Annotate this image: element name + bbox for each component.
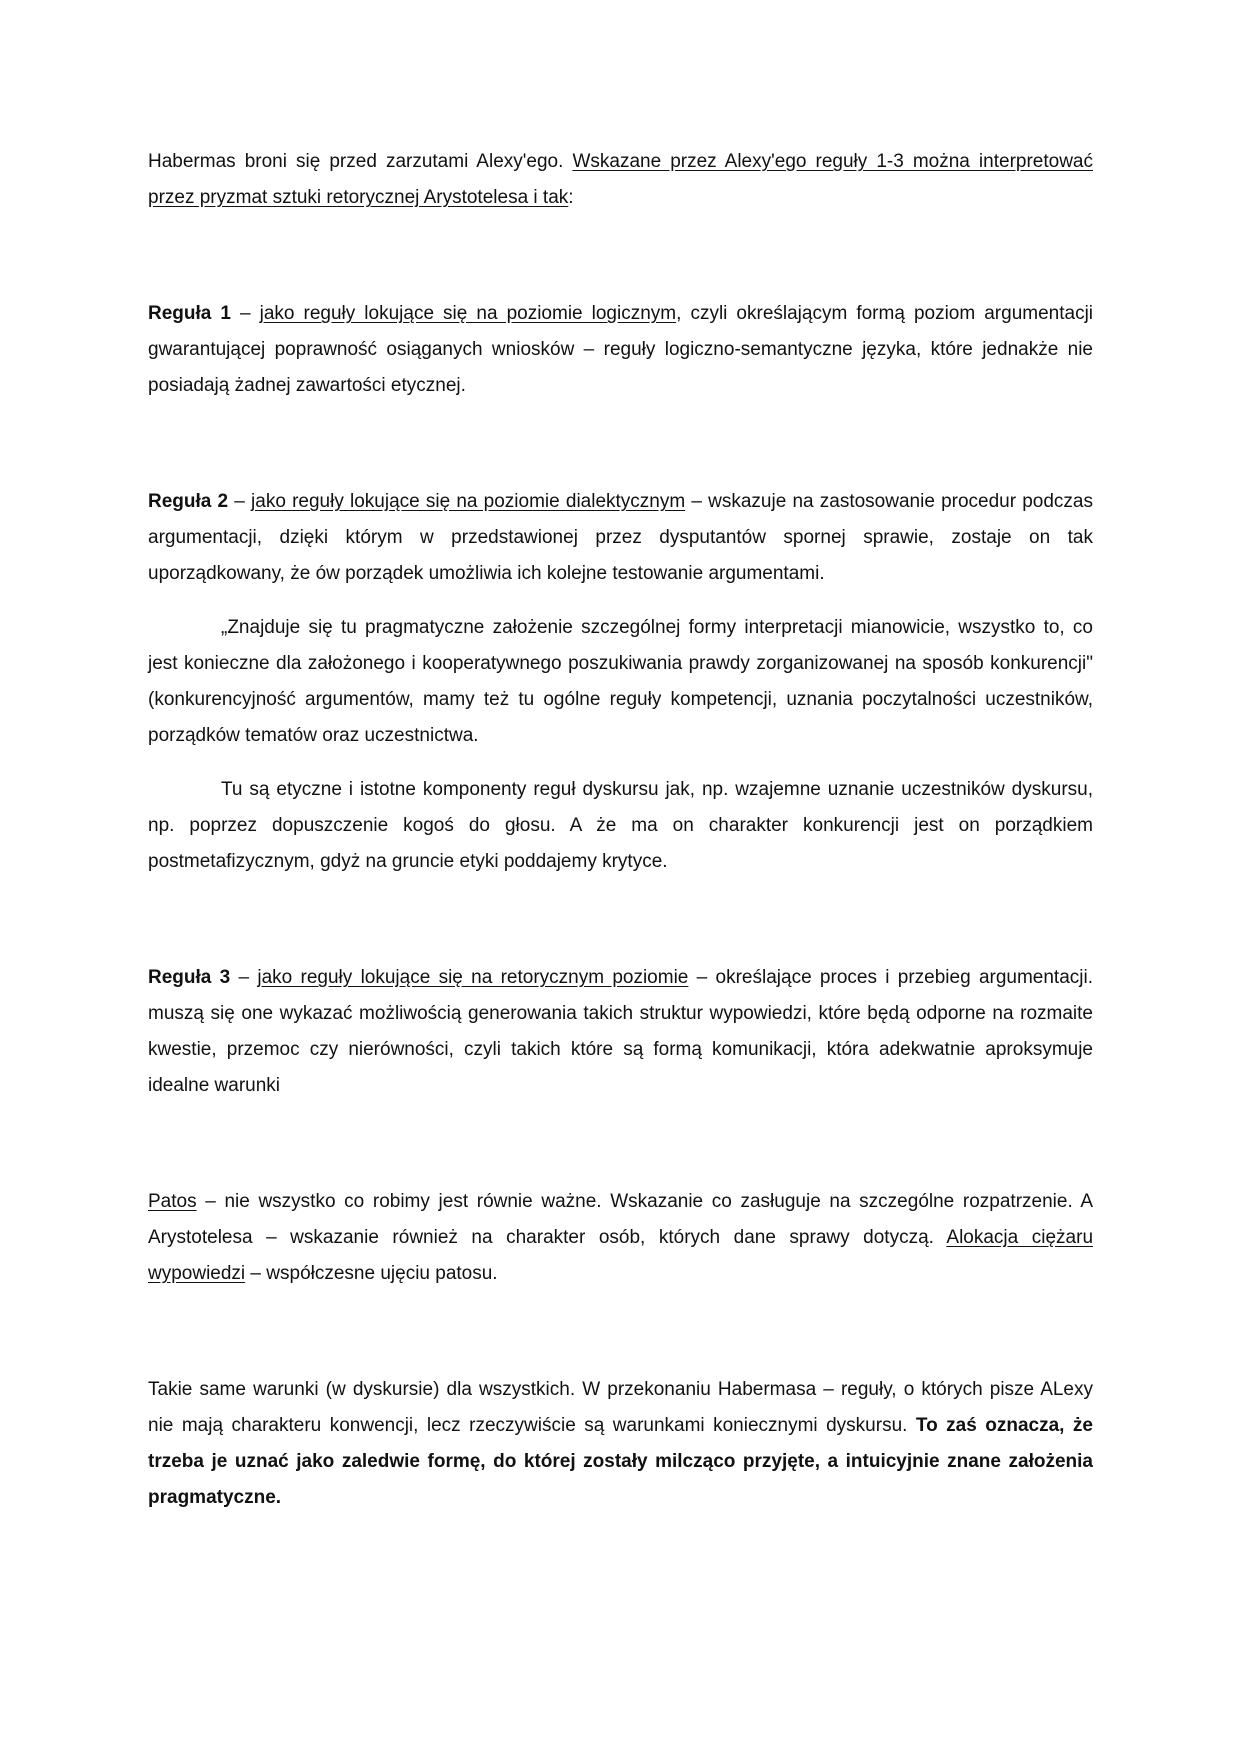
ethics-text: Tu są etyczne i istotne komponenty reguł dyskursu jak, np. wzajemne uznanie uczestników dyskursu, np. poprzez dopuszczenie kogoś do głosu. A że ma on charakter konkurencji jest on porządkiem postmetafizycznym, gdyż na gruncie etyki poddajemy krytyce. — [148, 779, 1093, 872]
rule-3-label: Reguła 3 — [148, 967, 231, 988]
rule-1-dash: – — [230, 303, 260, 324]
patos-underlined: Patos — [148, 1191, 197, 1212]
rule-1-text: , czyli określającym formą poziom argumentacji gwarantującej poprawność osiąganych wniosków – reguły logiczno-semantyczne języka, które jednakże nie posiadają żadnej zawartości etycznej. — [148, 303, 1094, 396]
rule-2-underlined: jako reguły lokujące się na poziomie dialektycznym — [251, 491, 686, 512]
intro-underlined: Wskazane przez Alexy'ego reguły 1-3 można interpretować przez pryzmat sztuki retorycznej Arystotelesa i tak — [148, 151, 1093, 208]
conclusion-bold: To zaś oznacza, że trzeba je uznać jako zaledwie formę, do której zostały milcząco przyjęte, a intuicyjnie znane założenia pragmatyczne. — [148, 1415, 1093, 1508]
patos-underlined-2: Alokacja ciężaru wypowiedzi — [148, 1227, 1094, 1284]
rule-3-text: – określające proces i przebieg argumentacji. muszą się one wykazać możliwością generowania takich struktur wypowiedzi, które będą odporne na rozmaite kwestie, przemoc czy nierówności, czyli takich które są formą komunikacji, która adekwatnie aproksymuje idealne warunki — [148, 967, 1093, 1096]
conclusion-text: Takie same warunki (w dyskursie) dla wszystkich. W przekonaniu Habermasa – reguły, o których pisze ALexy nie mają charakteru konwencji, lecz rzeczywiście są warunkami koniecznymi dyskursu. — [148, 1379, 1093, 1436]
paragraph-rule-1 — [148, 296, 1093, 404]
document-page — [148, 144, 1093, 1516]
rule-3-underlined: jako reguły lokujące się na retorycznym poziomie — [257, 967, 689, 988]
paragraph-rule-3 — [148, 960, 1093, 1104]
paragraph-intro — [148, 144, 1093, 216]
rule-1-label: Reguła 1 — [148, 303, 231, 324]
intro-text: Habermas broni się przed zarzutami Alexy'ego. — [148, 151, 573, 172]
rule-1-underlined: jako reguły lokujące się na poziomie logicznym — [259, 303, 677, 324]
rule-2-label: Reguła 2 — [148, 491, 229, 512]
paragraph-conclusion — [148, 1372, 1093, 1516]
intro-tail: : — [568, 187, 574, 208]
patos-tail: – współczesne ujęciu patosu. — [245, 1263, 498, 1284]
paragraph-patos — [148, 1184, 1093, 1292]
paragraph-quote — [148, 610, 1093, 754]
rule-2-text: – wskazuje na zastosowanie procedur podczas argumentacji, dzięki którym w przedstawionej przez dysputantów spornej sprawie, zostaje on tak uporządkowany, że ów porządek umożliwia ich kolejne testowanie argumentami. — [148, 491, 1093, 584]
paragraph-ethics — [148, 772, 1093, 880]
paragraph-rule-2 — [148, 484, 1093, 592]
patos-text: – nie wszystko co robimy jest równie ważne. Wskazanie co zasługuje na szczególne rozpatrzenie. A Arystotelesa – wskazanie również na charakter osób, których dane sprawy dotyczą. — [148, 1191, 1093, 1248]
quote-text: „Znajduje się tu pragmatyczne założenie szczególnej formy interpretacji mianowicie, wszystko to, co jest konieczne dla założonego i kooperatywnego poszukiwania prawdy zorganizowanej na sposób konkurencji" (konkurencyjność argumentów, mamy też tu ogólne reguły kompetencji, uznania poczytalności uczestników, porządków tematów oraz uczestnictwa. — [148, 617, 1093, 746]
rule-2-dash: – — [228, 491, 252, 512]
rule-3-dash: – — [230, 967, 258, 988]
